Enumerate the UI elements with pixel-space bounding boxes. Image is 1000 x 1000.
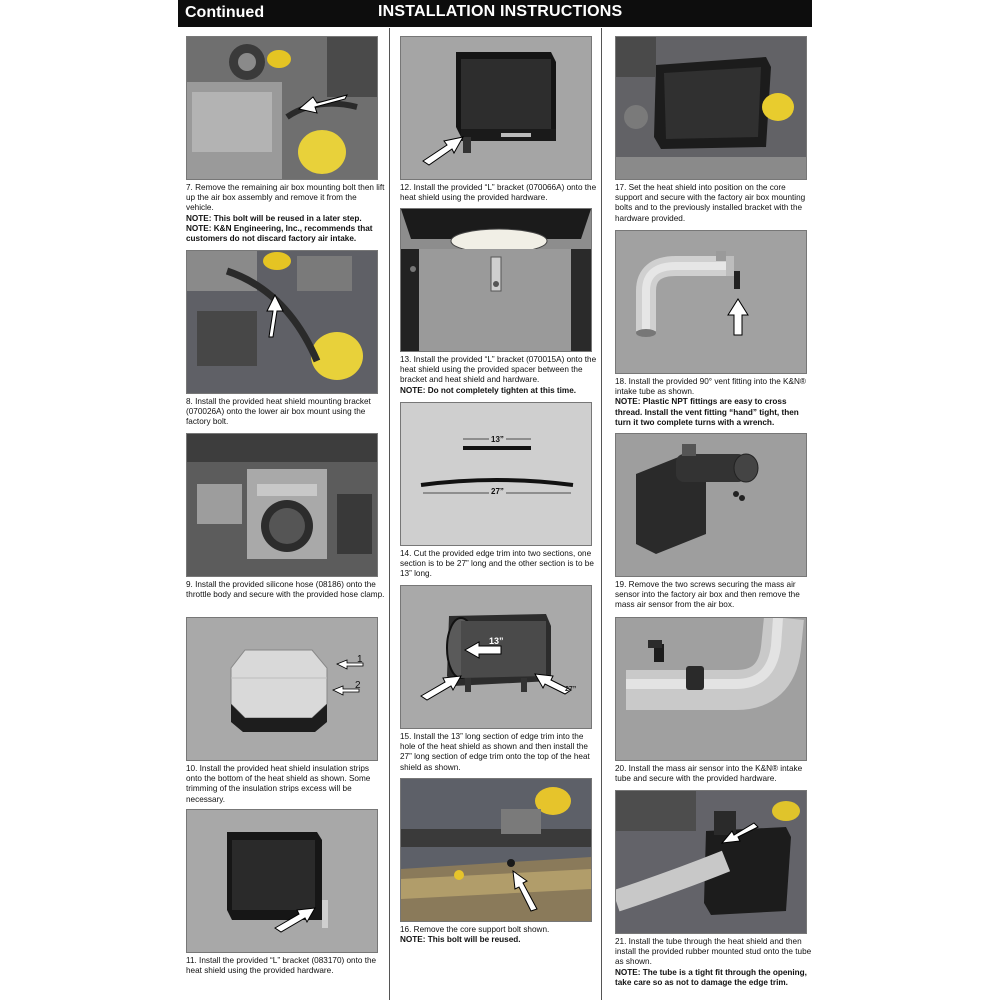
step-8-caption — [186, 397, 386, 428]
step-15-caption — [400, 732, 600, 773]
step-11-caption — [186, 956, 386, 976]
step-17 — [615, 36, 811, 224]
step-15-label-13: 13” — [489, 636, 504, 646]
step-15-label-27: 27” — [565, 686, 577, 693]
step-20-photo — [615, 617, 807, 761]
step-10-caption — [186, 764, 386, 805]
step-19-caption — [615, 580, 815, 611]
step-9 — [186, 433, 385, 600]
step-16-text: 16. Remove the core support bolt shown. — [400, 925, 550, 934]
step-12 — [400, 36, 596, 203]
step-20-caption — [615, 764, 815, 784]
step-14-label-27: 27” — [491, 487, 504, 496]
step-14-text: 14. Cut the provided edge trim into two sections, one section is to be 27” long and the other section is to be 13” long. — [400, 549, 594, 579]
step-15 — [400, 585, 596, 773]
step-7-note-1: NOTE: This bolt will be reused in a later step. — [186, 213, 362, 223]
step-12-text: 12. Install the provided “L” bracket (070066A) onto the heat shield using the provided hardware. — [400, 183, 597, 203]
step-21-photo — [615, 790, 807, 934]
step-14-photo — [400, 402, 592, 546]
step-13-photo — [400, 208, 592, 352]
step-9-text: 9. Install the provided silicone hose (08186) onto the throttle body and secure with the provided hose clamp. — [186, 580, 385, 600]
step-14-caption — [400, 549, 600, 580]
page-header — [178, 0, 812, 27]
step-10 — [186, 617, 382, 805]
step-14-label-13: 13” — [491, 435, 504, 444]
step-10-text: 10. Install the provided heat shield insulation strips onto the bottom of the heat shield as shown. Some trimming of the insulation strips excess will be necessary. — [186, 764, 371, 804]
step-7-text: 7. Remove the remaining air box mounting bolt then lift up the air box assembly and remove it from the vehicle. — [186, 183, 385, 213]
step-12-caption — [400, 183, 600, 203]
step-19 — [615, 433, 811, 611]
step-10-photo — [186, 617, 378, 761]
step-11-photo — [186, 809, 378, 953]
step-18-caption — [615, 377, 815, 428]
step-17-caption — [615, 183, 815, 224]
step-11-text: 11. Install the provided “L” bracket (083170) onto the heat shield using the provided hardware. — [186, 956, 377, 976]
step-16-note: NOTE: This bolt will be reused. — [400, 935, 521, 945]
step-18-text: 18. Install the provided 90° vent fitting into the K&N® intake tube as shown. — [615, 377, 806, 397]
step-16 — [400, 778, 596, 945]
step-9-photo — [186, 433, 378, 577]
column-divider — [389, 28, 390, 1000]
step-15-text: 15. Install the 13” long section of edge trim into the hole of the heat shield as shown and then install the 27” long section of edge trim onto the top of the heat shield as shown. — [400, 732, 590, 772]
step-21-caption — [615, 937, 815, 988]
page-title: INSTALLATION INSTRUCTIONS — [378, 3, 623, 20]
step-20 — [615, 617, 811, 784]
step-11 — [186, 809, 382, 976]
step-7-photo — [186, 36, 378, 180]
step-13-caption — [400, 355, 600, 396]
step-17-text: 17. Set the heat shield into position on the core support and secure with the factory air box mounting bolts and to the previously installed bracket with the hardware provided. — [615, 183, 806, 223]
step-19-text: 19. Remove the two screws securing the mass air sensor into the factory air box and then remove the mass air sensor from the air box. — [615, 580, 800, 610]
step-21 — [615, 790, 811, 988]
step-8-photo — [186, 250, 378, 394]
step-9-caption — [186, 580, 386, 600]
step-18-note: NOTE: Plastic NPT fittings are easy to cross thread. Install the vent fitting “hand” tight, then turn it two complete turns with a wrench. — [615, 397, 799, 427]
step-20-text: 20. Install the mass air sensor into the K&N® intake tube and secure with the provided hardware. — [615, 764, 803, 784]
step-21-text: 21. Install the tube through the heat shield and then install the provided rubber mounted stud onto the tube as shown. — [615, 937, 812, 967]
step-8-text: 8. Install the provided heat shield mounting bracket (070026A) onto the lower air box mount using the factory bolt. — [186, 397, 371, 427]
step-10-label-2: 2 — [355, 680, 361, 691]
continued-label: Continued — [185, 4, 265, 21]
step-14 — [400, 402, 596, 580]
column-divider — [601, 28, 602, 1000]
step-8 — [186, 250, 382, 428]
step-12-photo — [400, 36, 592, 180]
step-16-photo — [400, 778, 592, 922]
step-16-caption — [400, 925, 600, 945]
step-7-caption — [186, 183, 386, 244]
step-7 — [186, 36, 385, 244]
step-13 — [400, 208, 596, 396]
step-15-photo — [400, 585, 592, 729]
step-18-photo — [615, 230, 807, 374]
step-13-text: 13. Install the provided “L” bracket (070015A) onto the heat shield using the provided spacer between the bracket and heat shield and hardware. — [400, 355, 597, 385]
step-13-note: NOTE: Do not completely tighten at this time. — [400, 385, 577, 395]
step-18 — [615, 230, 811, 428]
step-21-note: NOTE: The tube is a tight fit through the opening, take care so as not to damage the edge trim. — [615, 967, 807, 987]
step-10-label-1: 1 — [357, 654, 363, 665]
step-7-note-2: NOTE: K&N Engineering, Inc., recommends that customers do not discard factory air intake. — [186, 223, 373, 244]
step-19-photo — [615, 433, 807, 577]
step-17-photo — [615, 36, 807, 180]
